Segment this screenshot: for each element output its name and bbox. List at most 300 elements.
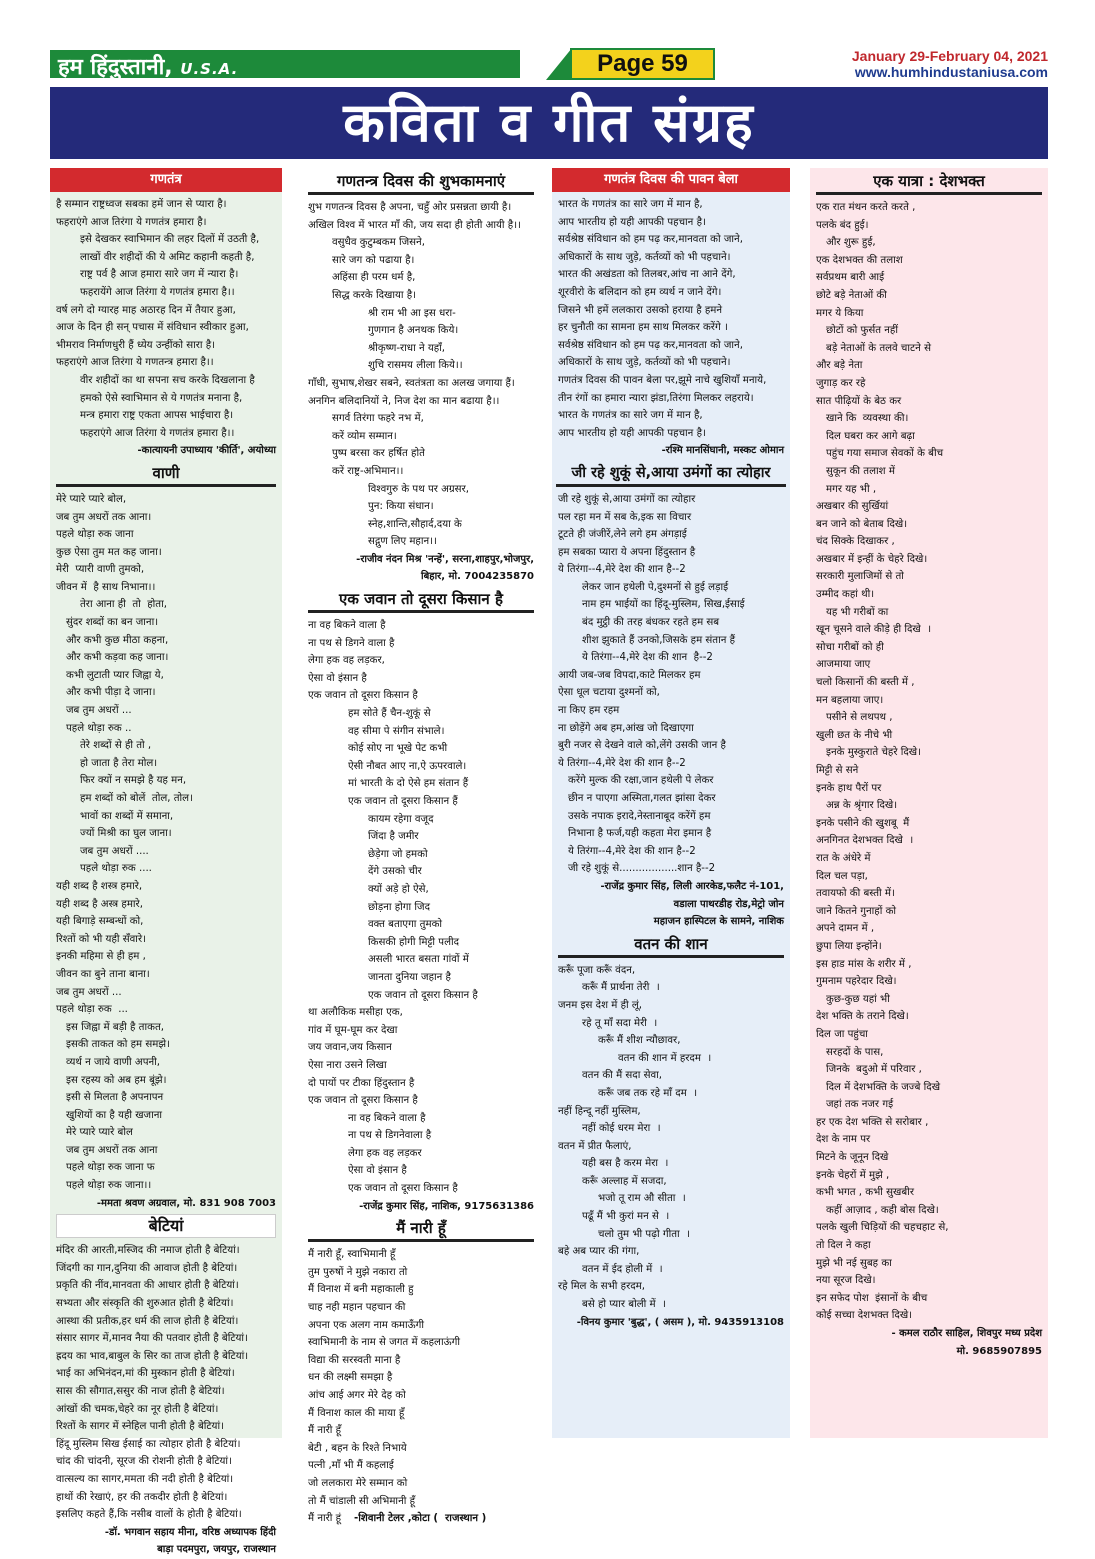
poem-credit: - कमल राठौर साहिल, शिवपुर मध्य प्रदेश — [891, 1328, 1042, 1339]
poem-line: ये तिरंगा--4,मेरे देश की शान है--2 — [558, 564, 686, 576]
poem-line: अपने दामन में , — [816, 923, 875, 935]
poem-line: जीवन में है साथ निभाना।। — [56, 581, 156, 593]
poem-line: सास की सौगात,ससुर की नाज होती है बेटियां। — [56, 1386, 225, 1397]
poem-line: अखबार में इन्हीं के चेहरे दिखे। — [816, 553, 928, 565]
poem-line: इस हाड मांस के शरीर में , — [816, 958, 912, 970]
poem-line: अन्न के श्रृंगार दिखे। — [826, 800, 898, 812]
poem-line: टूटते ही जंजीरें,लेने लगे हम अंगड़ाई — [558, 529, 687, 541]
poem-line: ऐसी नौबत आए ना,ऐ ऊपरवाले। — [348, 760, 467, 772]
poem-line: गणतंत्र दिवस की पावन बेला पर,झूमे नाचे खुशियाँ मनाये, — [558, 374, 767, 386]
poem-credit: -राजेंद्र कुमार सिंह, लिली आरकेड,फलैट नं-101, — [600, 880, 784, 892]
poem-line: जब तुम अधरों ... — [56, 986, 122, 998]
poem-line: जब तुम अधरों तक आना — [66, 1144, 158, 1156]
poem-line: अनगिनत देशभक्त दिखे । — [816, 835, 914, 847]
poem-line: करें व्योम सम्मान। — [332, 430, 397, 442]
poem-line: वात्सल्य का सागर,ममता की नदी होती है बेटियां। — [56, 1473, 234, 1485]
poem-line: जिंदगी का गान,दुनिया की आवाज होती है बेटियां। — [56, 1262, 238, 1274]
poem-line: कुछ ऐसा तुम मत कह जाना। — [56, 546, 162, 558]
poem-line: बड़े नेताओं के तलवे चाटने से — [826, 342, 931, 354]
poem-line: अधिकारों के साथ जुड़े, कर्तव्यों को भी पहचाने। — [558, 251, 731, 263]
poem-line: एक जवान तो दूसरा किसान है — [368, 989, 478, 1001]
poem-line: मिटने के जूनून दिखे — [816, 1152, 889, 1164]
poem-line: इनके चेहरों में मुझे , — [816, 1169, 890, 1181]
poem-line: तवायफो की बस्ती में। — [816, 888, 895, 900]
poem-line: जिसने भी हमें ललकारा उसको हराया है हमने — [558, 304, 723, 316]
poem-line: वह सीमा पे संगीन संभाले। — [348, 725, 445, 737]
poem-line: पहले थोड़ा रुक जाना।। — [66, 1180, 152, 1192]
poem-line: और शुरू हुई, — [826, 237, 876, 249]
poem-line: मन बहलाया जाए। — [816, 694, 884, 706]
poem-title: गणतंत्र दिवस की पावन बेला — [552, 168, 790, 192]
poem-line: सभ्यता और संस्कृति की शुरुआत होती है बेटियां। — [56, 1298, 234, 1310]
poem-line: सर्वप्रथम बारी आई — [816, 272, 885, 284]
top-bar — [50, 48, 1048, 80]
poem-line: पहुंच गया समाज सेवकों के बीच — [826, 448, 944, 460]
poem-title: बेटियां — [56, 1214, 276, 1238]
poem-line: अनगिन बलिदानियों ने, निज देश का मान बढाया है।। — [308, 395, 500, 407]
poem-body — [50, 1242, 282, 1524]
poem-line: यह भी गरीबों का — [826, 606, 889, 618]
poem-line: एक देशभक्त की तलाश — [816, 254, 903, 266]
column-1 — [50, 168, 282, 1556]
poem-title: एक जवान तो दूसरा किसान है — [308, 588, 534, 613]
poem-line: ज्यों मिश्री का घुल जाना। — [80, 828, 172, 840]
poem-line: इनके हाथ पैरों पर — [816, 782, 882, 794]
poem-line: इनके मुस्कुराते चेहरे दिखे। — [826, 747, 921, 759]
poem-title: मैं नारी हूँ — [308, 1217, 534, 1242]
poem-line: जो ललकारा मेरे सम्मान को — [308, 1477, 408, 1489]
poem-line: दिल में देशभक्ति के जज्बे दिखे — [826, 1081, 941, 1093]
poem-line: आयी जब-जब विपदा,काटे मिलकर हम — [558, 669, 701, 681]
poem-line: पहले थोड़ा रुक जाना फ — [66, 1162, 155, 1174]
poem-line: वतन की मैं सदा सेवा, — [582, 1070, 662, 1082]
poem-line: पत्नी ,माँ भी मैं कहलाई — [308, 1460, 394, 1472]
poem-line: भावों का शब्दों में समाना, — [80, 810, 174, 822]
poem-line: करूँ पूजा करूँ वंदन, — [558, 964, 636, 976]
poem-line: मैं नारी हूँ — [308, 1425, 342, 1437]
poem-line: निभाना है फर्ज,यही कहता मेरा इमान है — [568, 828, 712, 840]
poem-line: हाथों की रेखाएं, हर की तकदीर होती है बेटियां। — [56, 1491, 228, 1503]
poem-title: गणतन्त्र दिवस की शुभकामनाएं — [308, 170, 534, 195]
poem-line: पसीने से लथपथ , — [826, 712, 893, 724]
poem-line: जब तुम अधरों तक आना। — [56, 511, 152, 523]
poem-line: ऐसा धूल चटाया दुश्मनों को, — [558, 687, 660, 699]
poem-line: सारे जग को पढाया है। — [332, 254, 415, 266]
poem-line: प्रकृति की नींव,मानवता की आधार होती है बेटियां। — [56, 1280, 239, 1292]
poem-line: पढूँ मैं भी कुरां मन से । — [582, 1211, 670, 1223]
poem-line: रिश्तों के सागर में स्नेहिल पानी होती है बेटियां। — [56, 1421, 224, 1433]
poem-line: जी रहे शुकूं से,आया उमंगों का त्योहार — [558, 493, 696, 505]
poem-line: जी रहे शुकूं से..................शान है--2 — [568, 863, 716, 875]
poem-line: एक जवान तो दूसरा किसान है — [348, 1183, 458, 1195]
poem-line: कोई सोए ना भूखे पेट कभी — [348, 743, 448, 755]
poem-line: अधिकारों के साथ जुड़े, कर्तव्यों को भी पहचाने। — [558, 357, 731, 369]
poem-line: मेरी प्यारी वाणी तुमको, — [56, 564, 145, 576]
poem-line: खाने कि व्यवस्था की। — [826, 413, 909, 425]
poem-line: पहले थोड़ा रुक .. — [66, 722, 132, 734]
poem-line: चंद सिक्के दिखाकर , — [816, 536, 895, 548]
poem-line: तीन रंगों का हमारा न्यारा झंडा,तिरंगा मिलकर लहराये। — [558, 392, 754, 404]
poem-line: बेटी , बहन के रिश्ते निभाये — [308, 1442, 407, 1454]
poem-line: मेरे प्यारे प्यारे बोल, — [56, 493, 127, 505]
poem-credit: -शिवानी टेलर ,कोटा ( राजस्थान ) — [354, 1513, 487, 1525]
poem-credit: -ममता श्रवण अग्रवाल, मो. 831 908 7003 — [96, 1197, 276, 1209]
poem-line — [308, 1510, 534, 1528]
poem-line: सरहदों के पास, — [826, 1046, 884, 1058]
poem-line: खुशियों का है यही खजाना — [66, 1109, 163, 1121]
poem-line: तो दिल ने कहा — [816, 1240, 871, 1252]
poem-line: छुपा लिया इन्होंने। — [816, 940, 882, 952]
poem-line: बसे हो प्यार बोली में । — [582, 1299, 666, 1311]
poem-line: मैं नारी हूँ, स्वाभिमानी हूँ — [308, 1249, 396, 1261]
poem-line: ऐसा वो इंसान है — [308, 672, 367, 684]
poem-line: अखिल विश्व में भारत माँ की, जय सदा ही होती आयी है।। — [308, 219, 521, 231]
poem-line: आंखों की चमक,चेहरे का नूर होती है बेटियां। — [56, 1403, 219, 1415]
poem-line: इसलिए कहते हैं,कि नसीब वालों के होती है बेटियां। — [56, 1509, 242, 1521]
poem-line: व्यर्थ न जाये वाणी अपनी, — [66, 1056, 161, 1068]
poem-line: यही बस है करम मेरा । — [582, 1158, 669, 1170]
poem-line: भारत के गणतंत्र का सारे जग में मान है, — [558, 410, 703, 422]
poem-line: पुन: किया संधान। — [368, 501, 434, 513]
poem-line: दिल घबरा कर आगे बढ़ा — [826, 430, 915, 442]
poem-line: जुगाड़ कर रहे — [816, 377, 866, 389]
poem-line: शूरवीरो के बलिदान को हम व्यर्थ न जाने देंगे। — [558, 286, 722, 298]
poem-line: ये तिरंगा--4,मेरे देश की शान है--2 — [582, 652, 713, 664]
poem-credit: -रश्मि मानसिंघानी, मस्कट ओमान — [661, 445, 784, 457]
poem-line: आप भारतीय हो यही आपकी पहचान है। — [558, 216, 706, 228]
poem-line: है सम्मान राष्ट्रध्वज सबका हमें जान से प्यारा है। — [56, 199, 227, 210]
poem-line: मैं विनाश में बनी महाकाली हु — [308, 1284, 414, 1296]
poem-line: दिल जा पहुंचा — [816, 1028, 868, 1040]
poem-line: तेरा आना ही तो होता, — [80, 599, 167, 611]
poem-line: वतन की शान में हरदम । — [618, 1052, 712, 1064]
poem-line: हम सबका प्यारा ये अपना हिंदुस्तान है — [558, 546, 696, 558]
poem-credit: महाजन हास्पिटल के सामने, नाशिक — [653, 916, 784, 928]
poem-line: भारत के गणतंत्र का सारे जग में मान है, — [558, 199, 703, 210]
poem-line: फहराएंगे आज तिरंगा ये गणतंत्र हमारा है।। — [80, 427, 235, 439]
poem-line: जनम इस देश में ही लूं, — [558, 999, 643, 1011]
poem-line: लेगा हक वह लड़कर, — [308, 655, 385, 667]
poem-line: रहे मिल के सभी हरदम, — [558, 1281, 645, 1293]
poem-line: फहराएंगे आज तिरंगा ये गणतन्त्र हमारा है।। — [56, 357, 214, 369]
poem-line: ये तिरंगा--4,मेरे देश की शान है--2 — [558, 757, 686, 769]
poem-line: मां भारती के दो ऐसे हम संतान हैं — [348, 778, 469, 790]
poem-line: लेगा हक वह लड़कर — [348, 1147, 422, 1159]
poem-line: खून चूसने वाले कीड़े ही दिखे । — [816, 624, 932, 636]
column-4 — [810, 168, 1048, 1438]
poem-title: एक यात्रा : देशभक्त — [816, 170, 1042, 195]
poem-line: वीर शहीदों का था सपना सच करके दिखलाना है — [80, 374, 255, 386]
poem-line: सरकारी मुलाजिमों से तो — [816, 571, 904, 583]
poem-line: करें राष्ट्र-अभिमान।। — [332, 465, 404, 477]
brand-suffix: U.S.A. — [180, 60, 239, 78]
poem-line: इसे देखकर स्वाभिमान की लहर दिलों में उठती है, — [80, 234, 260, 246]
poem-line: फिर क्यों न समझे है यह मन, — [80, 775, 187, 787]
poem-line: गांव में घूम-घूम कर देखा — [308, 1024, 398, 1036]
poem-credit: बाड़ा पदमपुरा, जयपुर, राजस्थान — [157, 1544, 276, 1556]
poem-line: बन जाने को बेताब दिखे। — [816, 518, 908, 530]
poem-title: गणतंत्र — [50, 168, 282, 192]
poem-line: देंगे उसको चीर — [368, 866, 422, 878]
poem-line: सुंदर शब्दों का बन जाना। — [66, 617, 159, 629]
poem-line: कोई सच्चा देशभक्त दिखे। — [816, 1310, 913, 1322]
poem-line: यही शब्द है अस्त्र हमारे, — [56, 898, 143, 910]
poem-credit: बिहार, मो. 7004235870 — [420, 571, 534, 583]
poem-line: मन्त्र हमारा राष्ट्र एकता आपस भाईचारा है। — [80, 410, 234, 422]
poem-body — [302, 199, 540, 551]
brand-name: हम हिंदुस्तानी, — [58, 55, 173, 80]
poem-line: भीमराव निर्माणधुरी हैं ध्येय उन्हींको सारा है। — [56, 339, 216, 351]
poem-line: छीन न पाएगा अस्मिता,गलत झांसा देकर — [568, 793, 716, 804]
poem-line: हम सोते हैं चैन-शुकूं से — [348, 708, 431, 720]
website-link[interactable]: www.humhindustaniusa.com — [854, 64, 1048, 80]
poem-line: किसकी होगी मिट्टी पलीद — [368, 936, 460, 948]
poem-line: गुमनाम पहरेदार दिखे। — [816, 976, 897, 988]
poem-line: सर्वश्रेष्ठ संविधान को हम पढ़ कर,मानवता को जाने, — [558, 339, 743, 351]
poem-line: आप भारतीय हो यही आपकी पहचान है। — [558, 427, 706, 439]
poem-line: ना वह बिकने वाला है — [348, 1112, 426, 1124]
poem-line: यही बिगाड़े सम्बन्धों को, — [56, 916, 144, 928]
poem-line: पलके खुली चिड़ियों की चहचहाट से, — [816, 1222, 949, 1234]
poem-line: रहे तू माँ सदा मेरी । — [582, 1017, 658, 1029]
poem-line: फहराएंगे आज तिरंगा ये गणतंत्र हमारा है। — [56, 216, 207, 228]
poem-line: तुम पुरुषों ने मुझे नकारा तो — [308, 1266, 408, 1278]
poem-line: करूँ जब तक रहे माँ दम । — [598, 1087, 698, 1099]
poem-line: सद्गुण लिए महान।। — [368, 536, 437, 548]
poem-line: आस्था की प्रतीक,हर धर्म की लाज होती है बेटियां। — [56, 1315, 239, 1327]
poem-line: वतन में प्रीत फैलाएं, — [558, 1140, 632, 1152]
poem-line: कभी लुटाती प्यार जिह्वा ये, — [66, 669, 164, 681]
poem-line: हिंदू मुस्लिम सिख ईसाई का त्योहार होती है बेटियां। — [56, 1438, 241, 1450]
poem-line: वसुधैव कुटुम्बकम जिसने, — [332, 237, 425, 249]
poem-line: मेरे प्यारे प्यारे बोल — [66, 1127, 133, 1139]
poem-line: इस जिह्वा में बड़ी है ताकत, — [66, 1021, 164, 1033]
poem-line: राष्ट्र पर्व है आज हमारा सारे जग में न्यारा है। — [80, 269, 239, 281]
poem-line: मुझे भी नई सुबह का — [816, 1257, 892, 1269]
poem-last-line: मैं नारी हूं — [308, 1513, 342, 1525]
poem-line: विश्वगुरु के पथ पर अग्रसर, — [368, 483, 469, 495]
poem-line: कभी भगत , कभी सुखबीर — [816, 1187, 914, 1199]
poem-line: जिंदा है जमीर — [368, 831, 419, 843]
poem-line: श्री राम भी आ इस धरा- — [368, 307, 456, 319]
poem-line: करूँ अल्लाह में सजदा, — [582, 1175, 667, 1187]
poem-line: उसके नपाक इरादे,नेस्तानाबूद करेंगें हम — [568, 810, 711, 822]
poem-line: नाम हम भाईयों का हिंदू-मुस्लिम, सिख,ईसाई — [582, 599, 745, 611]
poem-line: असली भारत बसता गांवों में — [368, 954, 469, 966]
poem-line: ह्रदय का भाव,बाबुल के सिर का ताज होती है बेटियां। — [56, 1350, 249, 1362]
poem-line: चाह नही महान पहचान की — [308, 1302, 406, 1314]
poem-line: विद्या की सरस्वती माना है — [308, 1354, 401, 1366]
poem-credit: -कात्यायनी उपाध्याय 'कीर्ति', अयोध्या — [137, 445, 276, 457]
poem-title: वाणी — [56, 462, 276, 487]
poem-line: जब तुम अधरों ... — [66, 705, 132, 717]
poem-line: जय जवान,जय किसान — [308, 1042, 392, 1054]
newspaper-brand — [50, 50, 520, 78]
poem-line: ये तिरंगा--4,मेरे देश की शान है--2 — [568, 845, 696, 857]
poem-line: दिल चल पड़ा, — [816, 870, 868, 882]
poem-line: नहीं हिन्दू नहीं मुस्लिम, — [558, 1105, 641, 1117]
poem-line: आजमाया जाए — [816, 659, 871, 671]
poem-line: जब तुम अधरों .... — [80, 845, 149, 857]
poem-line: हमको ऐसे स्वाभिमान से ये गणतंत्र मनाना है, — [80, 392, 243, 404]
poem-line: इनके पसीने की खुशबू मैं — [816, 817, 910, 829]
poem-line: दो पायों पर टीका हिंदुस्तान है — [308, 1077, 415, 1089]
poem-line: पहले थोड़ा रुक जाना — [56, 529, 134, 541]
poem-line: हर चुनौती का सामना हम साथ मिलकर करेंगे । — [558, 322, 728, 334]
poem-line: और कभी कुछ मीठा कहना, — [66, 634, 169, 646]
poem-line: हर एक देश भक्ति से सरोबार , — [816, 1116, 929, 1128]
poem-body — [302, 1246, 540, 1528]
poem-line: था अलौकिक मसीहा एक, — [308, 1007, 403, 1019]
poem-body — [810, 199, 1048, 1325]
poem-line: पहले थोड़ा रुक .... — [80, 863, 152, 875]
poem-line: ना वह बिकने वाला है — [308, 620, 386, 632]
poem-line: ना किए हम रहम — [558, 705, 620, 717]
poem-line: नया सूरज दिखे। — [816, 1275, 876, 1287]
poem-credit: -राजेंद्र कुमार सिंह, नाशिक, 9175631386 — [359, 1200, 534, 1212]
poem-line: धन की लक्ष्मी समझा है — [308, 1372, 393, 1384]
poem-line: फहरायेंगे आज तिरंगा ये गणतंत्र हमारा है।। — [80, 286, 235, 298]
poem-line: इस रहस्य को अब हम बूंझे। — [66, 1074, 167, 1086]
dateline — [852, 48, 1048, 80]
poem-line: पलके बंद हुई। — [816, 219, 869, 231]
poem-line: चांद की चांदनी, सूरज की रोशनी होती है बेटियां। — [56, 1456, 232, 1468]
poem-line: लाखों वीर शहीदों की ये अमिट कहानी कहती है, — [80, 251, 255, 263]
poem-line: भजो तू राम औ सीता । — [598, 1193, 686, 1205]
poem-line: हो जाता है तेरा मोल। — [80, 757, 158, 769]
poem-line: शीश झुकाते हैं उनको,जिसके हम संतान हैं — [582, 634, 736, 646]
poem-line: भारत की अखंडता को तिलबर,आंच ना आने देंगे, — [558, 269, 736, 281]
poem-line: जहां तक नजर गई — [826, 1099, 894, 1111]
poem-line: करूँ मैं प्रार्थना तेरी । — [582, 982, 660, 994]
poem-line: बुरी नजर से देखने वाले को,लेंगे उसकी जान है — [558, 740, 726, 752]
poem-line: करूँ मैं शीश न्यौछावर, — [598, 1035, 681, 1047]
poem-line: कायम रहेगा वजूद — [368, 813, 434, 825]
poem-line: इन सफेद पोश इंसानों के बीच — [816, 1292, 928, 1304]
column-2 — [302, 168, 540, 1525]
poem-line: एक जवान तो दूसरा किसान है — [308, 690, 418, 702]
poem-line: अपना एक अलग नाम कमाऊँगी — [308, 1319, 425, 1331]
poem-line: जिनके बदुओ में परिवार , — [826, 1064, 922, 1076]
poem-line: गाँधी, सुभाष,शेखर सबने, स्वतंत्रता का अलख जगाया हैं। — [308, 377, 515, 389]
poem-credit: -राजीव नंदन मिश्र 'नन्हें', सरना,शाहपुर,भोजपुर, — [356, 553, 534, 565]
poem-credit: -विनय कुमार 'बुद्ध', ( असम ), मो. 9435913108 — [576, 1316, 784, 1328]
poem-line: एक जवान तो दूसरा किसान हैं — [348, 796, 458, 807]
poem-line: वक्त बताएगा तुमको — [368, 919, 443, 931]
poem-line: भाई का अभिनंदन,मां की मुस्कान होती है बेटियां। — [56, 1368, 235, 1380]
poem-line: तेरे शब्दों से ही तो , — [80, 740, 152, 752]
poem-line: अहिंसा ही परम धर्म है, — [332, 272, 416, 284]
poem-line: सोचा गरीबों को ही — [816, 641, 884, 653]
poem-line: यही शब्द है शस्त्र हमारे, — [56, 880, 143, 892]
poem-line: मंदिर की आरती,मस्जिद की नमाज होती है बेटियां। — [56, 1245, 240, 1257]
poem-line: मिट्टी से सने — [816, 765, 859, 776]
poem-line: खुली छत के नीचे भी — [816, 729, 893, 741]
poem-line: बहे अब प्यार की गंगा, — [558, 1246, 640, 1258]
poem-line: बंद मुट्ठी की तरह बंधकर रहते हम सब — [582, 617, 720, 629]
issue-date: January 29-February 04, 2021 — [851, 48, 1048, 64]
poem-line: और कभी कड़वा कह जाना। — [66, 652, 169, 664]
poem-body — [50, 491, 282, 1195]
poem-line: मगर ये किया — [816, 307, 864, 319]
poem-body — [552, 196, 790, 442]
poem-line: आंच आई अगर मेरे देह को — [308, 1390, 406, 1401]
poem-body — [302, 617, 540, 1198]
poem-line: गुणगान है अनथक किये। — [368, 325, 459, 337]
poem-line: छोटों को फुर्सत नहीं — [826, 325, 898, 337]
poem-line: कुछ-कुछ यहां भी — [826, 993, 890, 1005]
poem-line: मगर यह भी , — [826, 483, 877, 495]
poem-line: और बड़े नेता — [816, 360, 863, 372]
poem-line: सुकून की तलाश में — [826, 465, 895, 477]
poem-line: जीवन का बुने ताना बाना। — [56, 968, 150, 980]
poem-line: ना छोड़ेंगे अब हम,आंख जो दिखाएगा — [558, 722, 694, 734]
poem-line: चलो तुम भी पढ़ो गीता । — [598, 1228, 690, 1240]
poem-line: वतन में ईद होली में । — [582, 1263, 663, 1275]
poem-line: ना पथ से डिगनेवाला है — [348, 1130, 432, 1142]
poem-line: उम्मीद कहां थी। — [816, 589, 875, 601]
poem-line: इनकी महिमा से ही हम , — [56, 951, 146, 963]
poem-line: आज के दिन ही सन् पचास में संविधान स्वीकार हुआ, — [56, 322, 249, 334]
page-banner-title: कविता व गीत संग्रह — [50, 87, 1048, 159]
poem-body — [552, 491, 790, 878]
poem-line: नहीं कोई धरम मेरा । — [582, 1123, 661, 1135]
poem-line: सात पीढ़ियों के बेठ कर — [816, 395, 902, 407]
column-3 — [552, 168, 790, 1438]
poem-line: क्यों अड़े हो ऐसे, — [368, 883, 429, 895]
poem-line: देश के नाम पर — [816, 1134, 871, 1146]
poem-line: करेंगे मुल्क की रक्षा,जान हथेली पे लेकर — [568, 775, 714, 787]
poem-line: छोड़ना होगा जिद — [368, 901, 431, 913]
poem-line: एक रात मंथन करते करते , — [816, 202, 916, 213]
poem-line: जानता दुनिया जहान है — [368, 971, 451, 983]
poem-line: वर्ष लगे दो ग्यारह माह अठारह दिन में तैयार हुआ, — [56, 304, 236, 316]
poem-body — [50, 196, 282, 442]
poem-credit: -डॉ. भगवान सहाय मीना, वरिष्ठ अध्यापक हिंदी — [104, 1526, 276, 1538]
poem-line: ऐसा वो इंसान है — [348, 1165, 407, 1177]
poem-line: ना पथ से डिगने वाला है — [308, 637, 395, 649]
poem-line: शुभ गणतन्त्र दिवस है अपना, चहुँ ओर प्रसन्नता छायी है। — [308, 202, 512, 213]
poem-line: शुचि रासमय लीला किये।। — [368, 360, 463, 372]
poem-line: स्नेह,शान्ति,सौहार्द,दया के — [368, 518, 462, 530]
poem-line: मैं विनाश काल की माया हूँ — [308, 1407, 405, 1419]
poem-line: छेड़ेगा जो हमको — [368, 848, 428, 860]
poem-title: वतन की शान — [558, 933, 784, 958]
poem-credit: मो. 9685907895 — [956, 1345, 1042, 1357]
poem-line: पल रहा मन में सब के,इक सा विचार — [558, 511, 692, 523]
poem-line: संसार सागर में,मानव नैया की पतवार होती है बेटियां। — [56, 1333, 248, 1345]
poem-line: सिद्ध करके दिखाया है। — [332, 289, 417, 301]
poem-line: अखबार की सुर्खियां — [816, 501, 889, 513]
poem-title: जी रहे शुकूं से,आया उमंगों का त्योहार — [556, 462, 786, 487]
poem-line: चलो किसानों की बस्ती में , — [816, 677, 915, 689]
poem-line: छोटे बड़े नेताओं की — [816, 289, 887, 301]
poem-body — [552, 962, 790, 1314]
poem-line: हम शब्दों को बोलें तोल, तोल। — [80, 793, 193, 804]
poem-line: तो मैं चांडाली सी अभिमानी हूँ — [308, 1495, 416, 1507]
poem-line: जाने कितने गुनाहों को — [816, 905, 897, 917]
poem-line: पुष्प बरसा कर हर्षित होते — [332, 448, 425, 460]
poem-line: रिश्तों को भी यही सँवारे। — [56, 933, 146, 945]
poem-line: रात के अंधेरे में — [816, 852, 871, 864]
poem-line: सगर्व तिरंगा फहरे नभ में, — [332, 413, 424, 425]
poem-line: श्रीकृष्ण-राधा ने यहाँ, — [368, 342, 446, 354]
poem-line: ऐसा नारा उसने लिखा — [308, 1059, 387, 1071]
poem-line: सर्वश्रेष्ठ संविधान को हम पढ़ कर,मानवता को जाने, — [558, 234, 743, 246]
poem-line: लेकर जान हथेली पे,दुश्मनों से हुई लड़ाई — [582, 581, 729, 593]
poem-line: इसकी ताकत को हम समझे। — [66, 1039, 170, 1051]
poem-line: पहले थोड़ा रुक ... — [56, 1004, 128, 1016]
